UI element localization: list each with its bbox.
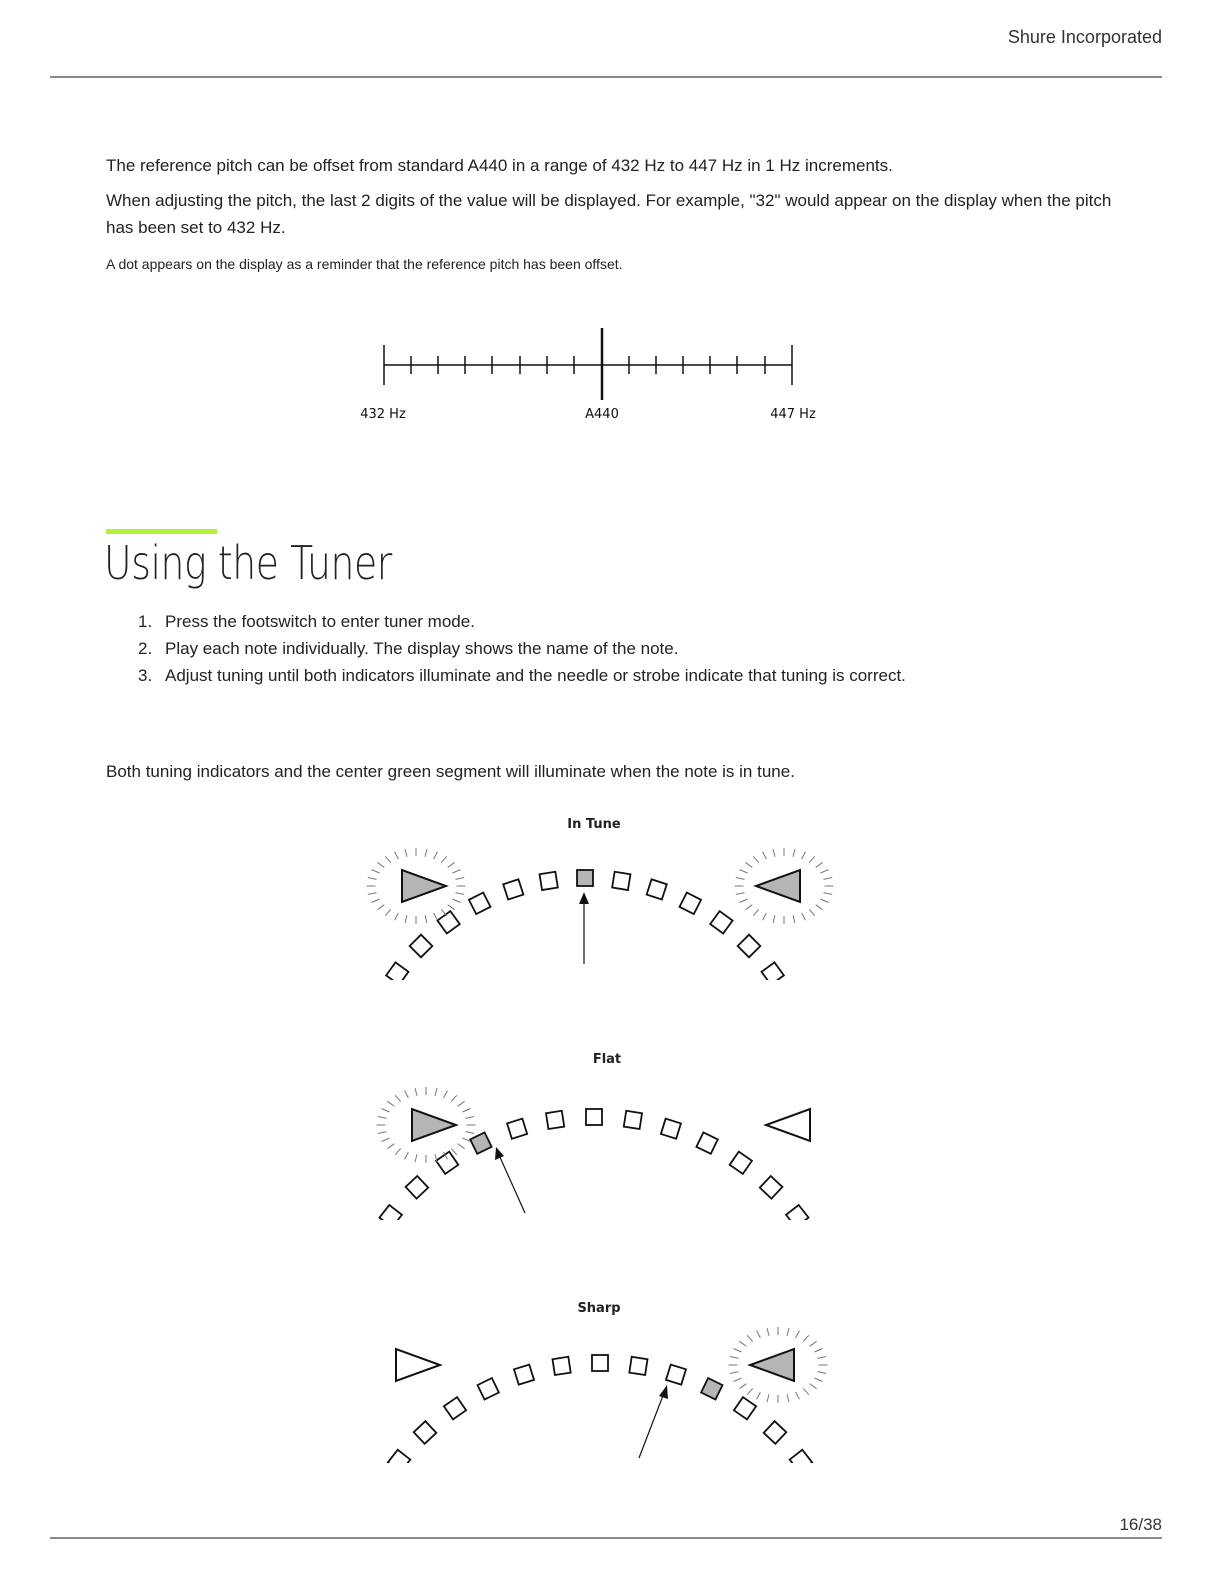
pointer-arrow xyxy=(495,1147,525,1213)
tuner-segment xyxy=(414,1421,437,1444)
diagram-caption: Flat xyxy=(592,1052,622,1067)
tuner-segment xyxy=(647,879,667,899)
tuner-diagram-flat xyxy=(354,1045,834,1220)
tuner-segment-lit xyxy=(470,1132,491,1153)
tuner-segment xyxy=(436,1152,458,1174)
tuner-segment xyxy=(410,935,433,958)
scale-label-min: 432 Hz xyxy=(360,407,406,422)
tuner-segment xyxy=(710,911,732,933)
tuner-steps-list xyxy=(138,608,906,689)
tuner-segment xyxy=(406,1176,429,1199)
pitch-scale-diagram xyxy=(340,320,860,430)
tuner-diagram-sharp xyxy=(350,1293,830,1463)
step-text: Adjust tuning until both indicators illuminate and the needle or strobe indicate that tuning is correct. xyxy=(165,666,906,685)
tuner-segment xyxy=(661,1119,681,1139)
tuner-step xyxy=(138,662,906,689)
tuner-segment xyxy=(507,1119,527,1139)
tuner-step xyxy=(138,608,906,635)
right-indicator-triangle-icon xyxy=(756,870,800,902)
intro-paragraph-display: When adjusting the pitch, the last 2 digits of the value will be displayed. For example, "32" would appear on the display when the pitch has been set to 432 Hz. xyxy=(106,191,1112,237)
tuner-segment xyxy=(386,962,408,980)
intro-dot-note: A dot appears on the display as a reminder that the reference pitch has been offset. xyxy=(106,256,623,272)
tuner-diagram-in-tune xyxy=(340,810,840,980)
tuner-segment xyxy=(738,935,761,958)
tuner-segment xyxy=(552,1357,570,1375)
step-text: Play each note individually. The display shows the name of the note. xyxy=(165,639,679,658)
tuner-arc xyxy=(367,848,834,980)
left-indicator-triangle-icon xyxy=(402,870,446,902)
tuner-segment xyxy=(546,1111,564,1129)
tuner-segment xyxy=(624,1111,642,1129)
tuner-segment-lit xyxy=(577,870,593,886)
section-title: Using the Tuner xyxy=(104,536,392,590)
tuner-segment xyxy=(734,1397,756,1419)
tuner-segment xyxy=(514,1365,534,1385)
tuner-segment xyxy=(388,1450,410,1463)
scale-label-center: A440 xyxy=(585,407,619,422)
tuner-segment xyxy=(503,879,523,899)
tuner-segment xyxy=(786,1205,808,1220)
step-text: Press the footswitch to enter tuner mode. xyxy=(165,612,475,631)
tuner-segment xyxy=(762,962,784,980)
tuner-segment xyxy=(586,1109,602,1125)
tuner-segment xyxy=(444,1397,466,1419)
tuner-segment xyxy=(592,1355,608,1371)
tuner-segment xyxy=(540,872,558,890)
tuner-arc xyxy=(388,1327,828,1463)
tuner-segment xyxy=(790,1450,812,1463)
step-number: 3. xyxy=(138,666,153,685)
tuner-segment xyxy=(666,1365,686,1385)
tuner-segment xyxy=(760,1176,783,1199)
scale-label-max: 447 Hz xyxy=(770,407,816,422)
step-number: 1. xyxy=(138,612,153,631)
indicator-paragraph: Both tuning indicators and the center green segment will illuminate when the note is in tune. xyxy=(106,762,795,781)
tuner-segment xyxy=(478,1378,499,1399)
header-divider xyxy=(50,76,1162,78)
tuner-arc xyxy=(377,1087,810,1220)
left-indicator-triangle-icon xyxy=(412,1109,456,1141)
tuner-step xyxy=(138,635,906,662)
section-accent-bar xyxy=(106,529,217,534)
tuner-segment xyxy=(696,1132,717,1153)
tuner-segment xyxy=(437,911,459,933)
tuner-segment xyxy=(730,1152,752,1174)
step-number: 2. xyxy=(138,639,153,658)
tuner-segment xyxy=(612,872,630,890)
tuner-segment xyxy=(379,1205,401,1220)
tuner-segment xyxy=(680,893,702,915)
left-indicator-triangle-icon xyxy=(396,1349,440,1381)
tuner-segment xyxy=(764,1421,787,1444)
tuner-segment xyxy=(469,893,491,915)
pointer-arrow xyxy=(639,1385,668,1458)
diagram-caption: Sharp xyxy=(577,1301,621,1316)
pointer-arrow xyxy=(579,892,589,964)
page-number: 16/38 xyxy=(1119,1515,1162,1534)
diagram-caption: In Tune xyxy=(567,817,621,832)
right-indicator-triangle-icon xyxy=(750,1349,794,1381)
tuner-segment-lit xyxy=(701,1378,722,1399)
header-company-name: Shure Incorporated xyxy=(1007,27,1162,47)
intro-paragraph-range: The reference pitch can be offset from standard A440 in a range of 432 Hz to 447 Hz in 1 Hz increments. xyxy=(106,156,893,175)
tuner-segment xyxy=(629,1357,647,1375)
right-indicator-triangle-icon xyxy=(766,1109,810,1141)
footer-divider xyxy=(50,1537,1162,1539)
